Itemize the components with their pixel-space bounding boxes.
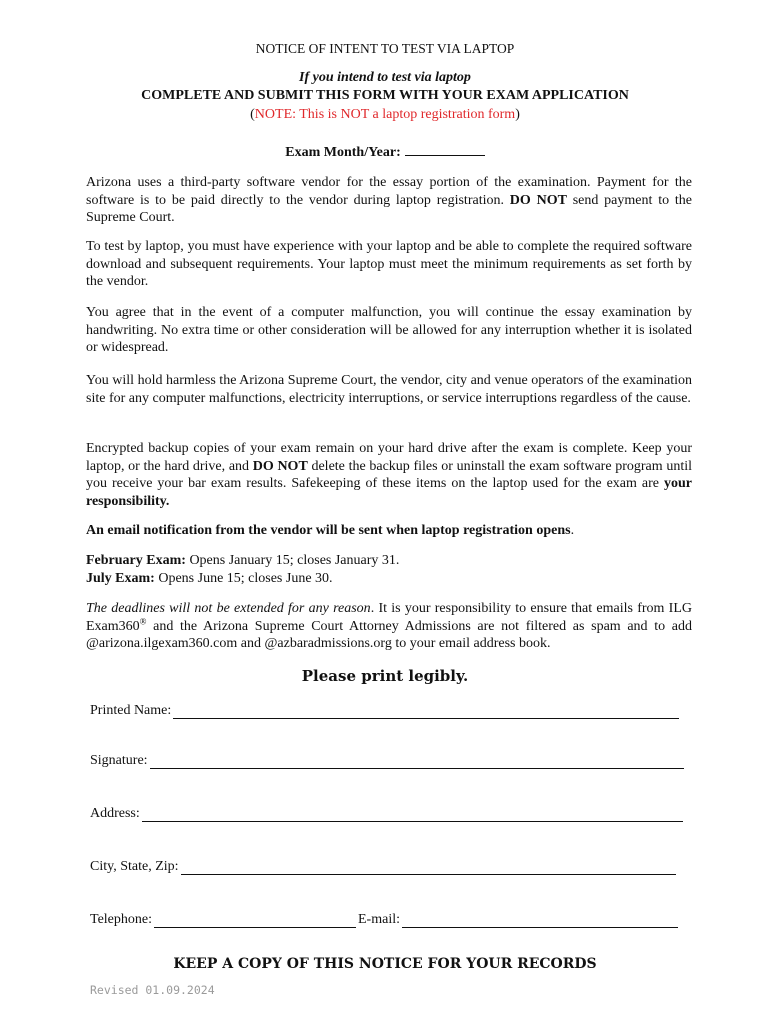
paragraph-text: Arizona uses a third-party software vendor for the essay portion of the examination. Payment for the software is to be paid directly to the vendor during laptop registration. bbox=[86, 175, 692, 208]
exam-month-year-label: Exam Month/Year: bbox=[285, 145, 401, 160]
email-field[interactable] bbox=[402, 913, 678, 928]
paragraph-text: and the Arizona Supreme Court Attorney Admissions are not filtered as spam and to add @arizona.ilgexam360.com and @azbaradmissions.org to your email address book. bbox=[86, 618, 692, 652]
emphasis-text: your responsibility. bbox=[86, 476, 692, 509]
printed-name-field[interactable] bbox=[173, 704, 679, 719]
note-open-paren: ( bbox=[250, 107, 255, 122]
paragraph-text: . It is your responsibility to ensure that emails from ILG Exam360 bbox=[86, 601, 692, 634]
paragraph-harmless: You will hold harmless the Arizona Supreme Court, the vendor, city and venue operators of the examination site for any computer malfunctions, electricity interruptions, or service interruptions regardless of the cause. bbox=[86, 373, 692, 406]
signature-label: Signature: bbox=[90, 753, 148, 768]
paragraph-vendor bbox=[86, 174, 692, 227]
note-close-paren: ) bbox=[515, 107, 520, 122]
exam-month-year-field[interactable] bbox=[405, 143, 485, 156]
notification-text: An email notification from the vendor will be sent when laptop registration opens bbox=[86, 523, 571, 538]
signature-field[interactable] bbox=[150, 754, 684, 769]
february-exam-line bbox=[86, 552, 692, 570]
paragraph-text: send payment to the Supreme Court. bbox=[86, 192, 692, 226]
address-label: Address: bbox=[90, 806, 140, 821]
telephone-field[interactable] bbox=[154, 913, 356, 928]
paragraph-experience: To test by laptop, you must have experience with your laptop and be able to complete the required software download and subsequent requirements. Your laptop must meet the minimum requirements as set forth by the vendor. bbox=[86, 239, 692, 290]
july-exam-line bbox=[86, 570, 692, 588]
revision-date: Revised 01.09.2024 bbox=[90, 983, 215, 997]
city-state-zip-row bbox=[90, 859, 676, 875]
email-label: E-mail: bbox=[358, 912, 400, 927]
address-field[interactable] bbox=[142, 807, 683, 822]
registered-mark: ® bbox=[139, 615, 147, 626]
deadline-italic: The deadlines will not be extended for any reason bbox=[86, 601, 371, 616]
address-row bbox=[90, 806, 683, 822]
keep-copy-notice: KEEP A COPY OF THIS NOTICE FOR YOUR RECORDS bbox=[173, 956, 597, 972]
printed-name-row bbox=[90, 703, 679, 719]
city-state-zip-label: City, State, Zip: bbox=[90, 859, 179, 874]
contact-row bbox=[90, 912, 678, 928]
signature-row bbox=[90, 753, 684, 769]
paragraph-text: delete the backup files or uninstall the exam software program until you receive your bar exam results. Safekeeping of these items on the laptop used for the exam are bbox=[86, 458, 692, 492]
july-exam-dates: Opens June 15; closes June 30. bbox=[154, 570, 333, 586]
emphasis-text: DO NOT bbox=[252, 458, 308, 474]
printed-name-label: Printed Name: bbox=[90, 703, 172, 718]
exam-month-year bbox=[0, 143, 770, 161]
paragraph-malfunction: You agree that in the event of a computer malfunction, you will continue the essay examination by handwriting. No extra time or other consideration will be allowed for any interruption whether it is isolated or widespread. bbox=[86, 305, 692, 356]
subtitle-italic: If you intend to test via laptop bbox=[299, 70, 471, 85]
registration-note bbox=[0, 107, 770, 123]
print-legibly-heading: Please print legibly. bbox=[301, 667, 469, 685]
paragraph-deadlines bbox=[86, 600, 692, 653]
subtitle-instruction: COMPLETE AND SUBMIT THIS FORM WITH YOUR EXAM APPLICATION bbox=[141, 88, 629, 103]
document-title: NOTICE OF INTENT TO TEST VIA LAPTOP bbox=[255, 41, 515, 56]
emphasis-text: DO NOT bbox=[509, 192, 567, 208]
note-text: NOTE: This is NOT a laptop registration form bbox=[254, 107, 516, 122]
paragraph-notification bbox=[86, 522, 692, 540]
exam-dates bbox=[86, 552, 692, 587]
telephone-label: Telephone: bbox=[90, 912, 152, 927]
february-exam-dates: Opens January 15; closes January 31. bbox=[185, 553, 400, 568]
city-state-zip-field[interactable] bbox=[181, 860, 676, 875]
period: . bbox=[570, 523, 575, 538]
july-exam-label: July Exam: bbox=[86, 570, 155, 586]
february-exam-label: February Exam: bbox=[86, 553, 186, 568]
paragraph-backup bbox=[86, 440, 692, 510]
paragraph-text: Encrypted backup copies of your exam remain on your hard drive after the exam is complete. Keep your laptop, or the hard drive, and bbox=[86, 441, 692, 474]
